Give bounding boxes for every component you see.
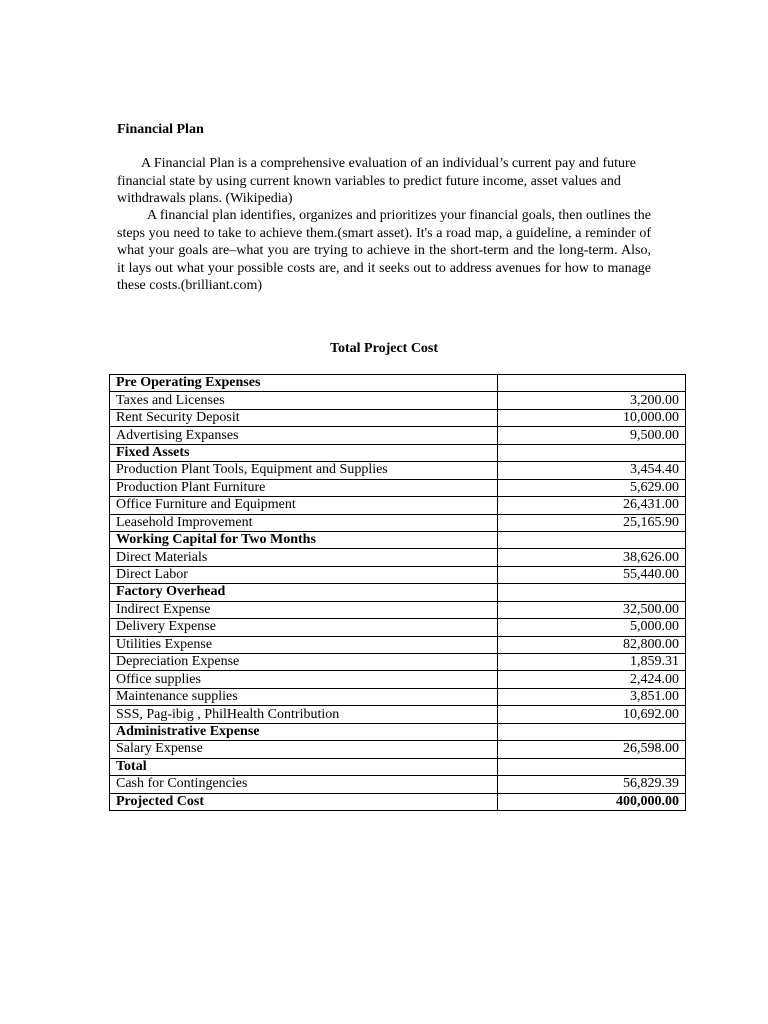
row-amount <box>498 444 686 461</box>
row-amount: 38,626.00 <box>498 549 686 566</box>
row-amount: 55,440.00 <box>498 566 686 583</box>
row-label: Rent Security Deposit <box>110 409 498 426</box>
row-amount: 5,000.00 <box>498 619 686 636</box>
paragraph-definition: A Financial Plan is a comprehensive evaluation of an individual’s current pay and future financial state by using current known variables to predict future income, asset values and withdrawals plans. (Wikipedia) <box>117 156 636 206</box>
table-row <box>110 392 686 409</box>
row-label: Indirect Expense <box>110 601 498 618</box>
row-amount: 2,424.00 <box>498 671 686 688</box>
table-row <box>110 549 686 566</box>
table-row <box>110 514 686 531</box>
table-section-row <box>110 444 686 461</box>
table-section-row <box>110 758 686 775</box>
row-label: Depreciation Expense <box>110 654 498 671</box>
row-label: Working Capital for Two Months <box>110 531 498 548</box>
table-row <box>110 566 686 583</box>
table-row <box>110 479 686 496</box>
row-label: Factory Overhead <box>110 584 498 601</box>
row-amount: 25,165.90 <box>498 514 686 531</box>
row-amount: 3,200.00 <box>498 392 686 409</box>
row-label: Office Furniture and Equipment <box>110 497 498 514</box>
row-label: Leasehold Improvement <box>110 514 498 531</box>
table-row <box>110 671 686 688</box>
cost-table <box>109 374 686 811</box>
row-label: Maintenance supplies <box>110 688 498 705</box>
row-amount: 3,454.40 <box>498 462 686 479</box>
table-row <box>110 654 686 671</box>
row-amount: 10,692.00 <box>498 706 686 723</box>
row-amount <box>498 723 686 740</box>
document-title: Financial Plan <box>117 122 204 137</box>
row-amount <box>498 531 686 548</box>
row-label: Total <box>110 758 498 775</box>
table-row <box>110 497 686 514</box>
row-amount: 10,000.00 <box>498 409 686 426</box>
table-section-row <box>110 531 686 548</box>
table-row <box>110 409 686 426</box>
table-row <box>110 688 686 705</box>
row-label: Direct Materials <box>110 549 498 566</box>
row-amount: 26,431.00 <box>498 497 686 514</box>
table-row <box>110 636 686 653</box>
row-label: Delivery Expense <box>110 619 498 636</box>
row-label: Fixed Assets <box>110 444 498 461</box>
row-label: Cash for Contingencies <box>110 776 498 793</box>
row-amount: 56,829.39 <box>498 776 686 793</box>
table-section-row <box>110 793 686 810</box>
table-section-row <box>110 584 686 601</box>
row-amount: 5,629.00 <box>498 479 686 496</box>
row-amount <box>498 758 686 775</box>
row-label: Administrative Expense <box>110 723 498 740</box>
row-amount: 9,500.00 <box>498 427 686 444</box>
row-amount: 32,500.00 <box>498 601 686 618</box>
row-label: Projected Cost <box>110 793 498 810</box>
row-label: Utilities Expense <box>110 636 498 653</box>
row-label: Salary Expense <box>110 741 498 758</box>
row-label: SSS, Pag-ibig , PhilHealth Contribution <box>110 706 498 723</box>
row-amount: 3,851.00 <box>498 688 686 705</box>
table-row <box>110 601 686 618</box>
table-row <box>110 427 686 444</box>
row-amount: 400,000.00 <box>498 793 686 810</box>
table-row <box>110 462 686 479</box>
table-title: Total Project Cost <box>329 341 439 356</box>
row-label: Production Plant Tools, Equipment and Supplies <box>110 462 498 479</box>
row-label: Advertising Expanses <box>110 427 498 444</box>
row-amount <box>498 584 686 601</box>
row-label: Direct Labor <box>110 566 498 583</box>
row-label: Taxes and Licenses <box>110 392 498 409</box>
table-row <box>110 619 686 636</box>
row-amount <box>498 375 686 392</box>
row-label: Pre Operating Expenses <box>110 375 498 392</box>
table-row <box>110 741 686 758</box>
row-label: Office supplies <box>110 671 498 688</box>
row-amount: 26,598.00 <box>498 741 686 758</box>
row-label: Production Plant Furniture <box>110 479 498 496</box>
paragraph-description: A financial plan identifies, organizes and prioritizes your financial goals, then outlines the steps you need to take to achieve them.(smart asset). It's a road map, a guideline, a reminder of what your goals are–what you are trying to achieve in the short-term and the long-term. Also, it lays out what your possible costs are, and it seeks out to address avenues for how to manage these costs.(brilliant.com) <box>117 208 651 293</box>
table-row <box>110 776 686 793</box>
row-amount: 82,800.00 <box>498 636 686 653</box>
table-section-row <box>110 723 686 740</box>
table-section-row <box>110 375 686 392</box>
row-amount: 1,859.31 <box>498 654 686 671</box>
table-row <box>110 706 686 723</box>
